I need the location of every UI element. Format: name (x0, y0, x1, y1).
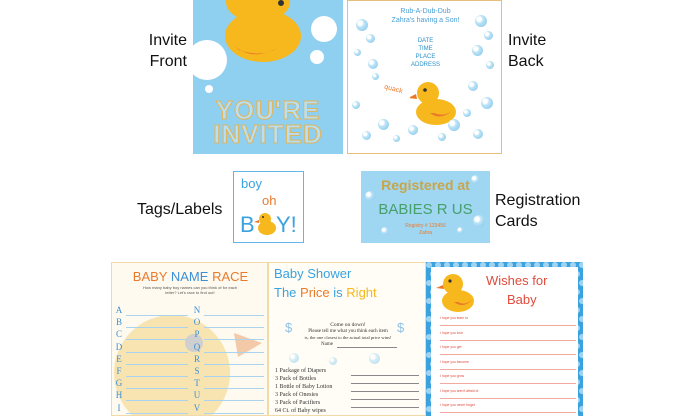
name-line (126, 327, 188, 328)
bubble (408, 125, 418, 135)
letter-right: O (193, 317, 201, 328)
bubble (475, 15, 487, 27)
rubber-duck-illustration (193, 0, 343, 100)
letter-left: H (115, 390, 123, 401)
letter-left: A (115, 305, 123, 315)
tag-word-boy: boy (241, 176, 262, 191)
wish-line: I hope you aren't afraid of (440, 386, 576, 399)
bubble (352, 101, 360, 109)
bubble (393, 135, 400, 142)
invite-date: DATE (417, 38, 434, 44)
bubble (356, 19, 368, 31)
dollar-sign-left: $ (285, 320, 293, 335)
invite-place: PLACE (415, 54, 436, 60)
bubble (362, 131, 371, 140)
registration-sub2: Zahra (418, 230, 433, 236)
baby-name-race-sheet (111, 262, 268, 416)
name-line (204, 315, 264, 316)
letter-right: Q (193, 341, 201, 352)
registration-sub1: Registry # 123456 (405, 223, 446, 229)
price-intro2: Please tell me what you think each item (308, 329, 388, 334)
bubble (368, 59, 378, 69)
caption-tags: Tags/Labels (137, 201, 223, 218)
title-price: Price (300, 285, 330, 300)
bubble (366, 34, 375, 43)
name-line (204, 400, 264, 401)
tag-word-b: B (240, 212, 255, 237)
bubble (329, 357, 337, 365)
name-race-title (112, 269, 268, 284)
bubble (372, 73, 379, 80)
price-item: 3 Pack of Pacifiers (275, 400, 321, 406)
name-line (126, 388, 188, 389)
wish-line: I hope you become (440, 357, 576, 370)
bubble (369, 353, 380, 364)
bubble (448, 119, 460, 131)
name-line (126, 364, 188, 365)
price-item: 1 Package of Diapers (275, 368, 327, 374)
price-answer-line (351, 383, 419, 384)
wish-line: I hope you never forget (440, 400, 576, 413)
letter-left: F (116, 366, 122, 376)
invite-address: ADDRESS (410, 62, 440, 68)
invite-time: TIME (418, 46, 433, 52)
name-race-instructions: How many baby boy names can you think of for each letter? Let's race to find out! (142, 285, 238, 295)
letter-left: G (115, 378, 123, 389)
polka-dot (579, 388, 583, 394)
price-answer-line (351, 407, 419, 408)
quack-text: quack (383, 83, 404, 96)
price-intro3: is, the one closest to the actual total price wins! (304, 335, 392, 340)
letter-left: I (117, 402, 121, 413)
price-title-line1: Baby Shower (274, 266, 352, 281)
dollar-sign-right: $ (397, 320, 405, 335)
rubber-duck-illustration (436, 270, 476, 314)
wishes-for-baby-sheet (426, 262, 583, 416)
name-line (126, 339, 188, 340)
letter-right: U (193, 390, 201, 401)
bubble (484, 31, 493, 40)
name-line (204, 376, 264, 377)
wish-line: I hope you love (440, 328, 576, 341)
bubble (378, 119, 389, 130)
name-line (126, 413, 188, 414)
letter-right: N (193, 305, 201, 315)
bubble (354, 49, 361, 56)
letter-left: C (115, 329, 122, 340)
price-name-line (337, 347, 397, 348)
polka-dot (579, 262, 583, 268)
price-is-right-sheet (268, 262, 426, 416)
caption-registration (495, 190, 580, 232)
registration-card (361, 171, 490, 243)
bubble (481, 97, 493, 109)
name-line (204, 413, 264, 414)
letter-right: V (193, 402, 201, 413)
invite-back-card (347, 0, 502, 154)
price-name-label: Name (321, 342, 333, 347)
polka-dot (579, 370, 583, 376)
letter-right: S (194, 366, 200, 376)
price-item: 64 Ct. of Baby wipes (275, 408, 326, 414)
name-line (126, 352, 188, 353)
youre-line: YOU'RE (215, 95, 321, 125)
invite-back-line2: Zahra's having a Son! (391, 17, 460, 24)
price-answer-line (351, 399, 419, 400)
polka-dot (579, 334, 583, 340)
price-item: 3 Pack of Onesies (275, 392, 319, 398)
bubble (472, 45, 483, 56)
letter-left: E (116, 353, 122, 364)
letter-right: T (194, 378, 200, 389)
caption-registration-line2: Cards (495, 213, 538, 230)
polka-dot (579, 298, 583, 304)
letter-left: B (115, 317, 122, 328)
wishes-title-line2: Baby (507, 292, 537, 307)
title-name: NAME (170, 269, 209, 284)
youre-invited-text (193, 95, 343, 149)
price-answer-line (351, 391, 419, 392)
name-line (204, 327, 264, 328)
caption-invite-back-line1: Invite (508, 32, 547, 49)
caption-registration-line1: Registration (495, 192, 581, 209)
letter-right: P (194, 329, 200, 340)
invite-back-line1: Rub-A-Dub-Dub (400, 8, 451, 15)
price-title-line2 (274, 285, 377, 300)
name-line (204, 388, 264, 389)
invited-line: INVITED (213, 119, 323, 149)
name-line (204, 352, 264, 353)
caption-invite-front-line2: Front (149, 53, 187, 70)
bubble (473, 129, 483, 139)
price-answer-line (351, 375, 419, 376)
title-race: RACE (212, 269, 249, 284)
polka-dot (579, 280, 583, 286)
name-line (126, 315, 188, 316)
caption-invite-back (508, 30, 546, 72)
bubble (463, 109, 471, 117)
name-line (126, 376, 188, 377)
caption-invite-front (144, 30, 187, 72)
wishes-inner-panel (431, 267, 578, 416)
title-the: The (274, 285, 297, 300)
registration-store: BABIES R US (378, 201, 473, 218)
caption-invite-back-line2: Back (508, 53, 544, 70)
title-right: Right (346, 285, 377, 300)
polka-dot (579, 352, 583, 358)
tag-label-card (233, 171, 304, 243)
price-item: 3 Pack of Bottles (275, 376, 317, 382)
wish-line: I hope you grow (440, 371, 576, 384)
tag-word-oh: oh (262, 193, 277, 208)
name-line (126, 400, 188, 401)
bubble (438, 133, 446, 141)
rubber-duck-illustration (254, 211, 278, 237)
bubble (289, 353, 299, 363)
bubble (468, 81, 478, 91)
wishes-title-line1: Wishes for (486, 273, 548, 288)
price-item: 1 Bottle of Baby Lotion (275, 384, 333, 390)
registration-heading: Registered at (381, 177, 470, 193)
name-line (204, 339, 264, 340)
letter-right: R (193, 353, 200, 364)
polka-dot (579, 316, 583, 322)
title-is: is (333, 285, 343, 300)
wish-line: I hope you get (440, 342, 576, 355)
bubble (486, 61, 494, 69)
letter-left: D (115, 341, 123, 352)
caption-invite-front-line1: Invite (148, 32, 187, 49)
tag-word-y: Y! (276, 212, 297, 237)
title-baby: BABY (132, 269, 168, 284)
invite-front-card (193, 0, 343, 154)
price-intro1: Come on down! (330, 322, 366, 328)
wish-line: I hope you learn to (440, 313, 576, 326)
polka-dot (579, 406, 583, 412)
name-line (204, 364, 264, 365)
